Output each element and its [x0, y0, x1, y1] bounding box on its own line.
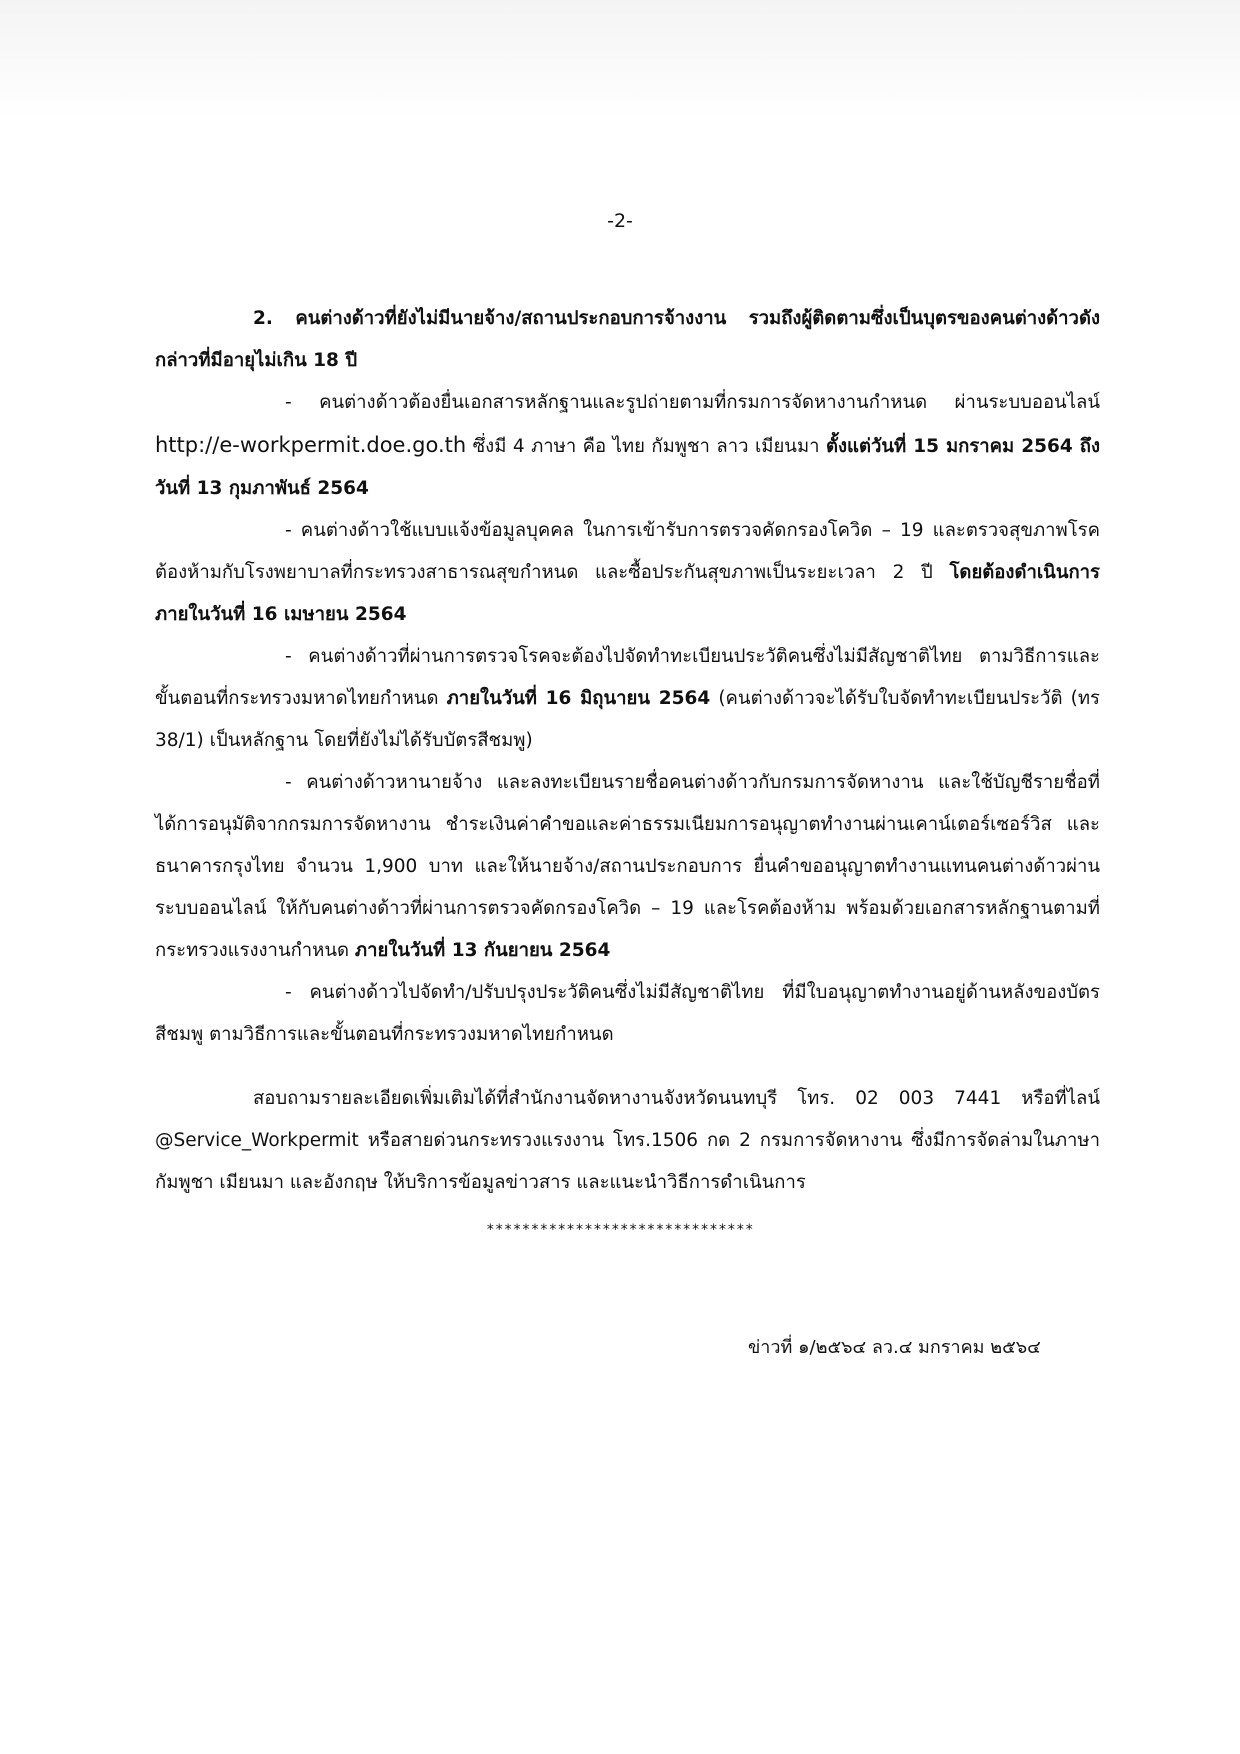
item-online-submission	[155, 382, 1100, 510]
item1-deadline: ตั้งแต่วันที่ 15 มกราคม 2564 ถึงวันที่ 13 กุมภาพันธ์ 2564	[155, 436, 1100, 499]
document-body	[155, 298, 1100, 1204]
item4-text: - คนต่างด้าวหานายจ้าง และลงทะเบียนรายชื่อคนต่างด้าวกับกรมการจัดหางาน และใช้บัญชีรายชื่อที่ได้การอนุมัติจากกรมการจัดหางาน ชำระเงินค่าคำขอและค่าธรรมเนียมการอนุญาตทำงานผ่านเคาน์เตอร์เซอร์วิส และธนาคารกรุงไทย จำนวน 1,900 บาท และให้นายจ้าง/สถานประกอบการ ยื่นคำขออนุญาตทำงานแทนคนต่างด้าวผ่านระบบออนไลน์ ให้กับคนต่างด้าวที่ผ่านการตรวจคัดกรองโควิด – 19 และโรคต้องห้าม พร้อมด้วยเอกสารหลักฐานตามที่กระทรวงแรงงานกำหนด	[155, 772, 1100, 961]
item-registration	[155, 636, 1100, 762]
separator-stars: ******************************	[486, 1222, 754, 1238]
scan-shadow	[0, 0, 1240, 120]
item3-text: - คนต่างด้าวที่ผ่านการตรวจโรคจะต้องไปจัดทำทะเบียนประวัติคนซึ่งไม่มีสัญชาติไทย ตามวิธีการและขั้นตอนที่กระทรวงมหาดไทยกำหนด	[155, 646, 1100, 709]
item3-deadline: ภายในวันที่ 16 มิถุนายน 2564	[446, 688, 711, 709]
page-number: -2-	[607, 210, 633, 232]
item5-text: - คนต่างด้าวไปจัดทำ/ปรับปรุงประวัติคนซึ่งไม่มีสัญชาติไทย ที่มีใบอนุญาตทำงานอยู่ด้านหลังของบัตรสีชมพู ตามวิธีการและขั้นตอนที่กระทรวงมหาดไทยกำหนด	[155, 982, 1100, 1045]
news-reference: ข่าวที่ ๑/๒๕๖๔ ลว.๔ มกราคม ๒๕๖๔	[748, 1337, 1041, 1358]
workpermit-url: http://e-workpermit.doe.go.th	[155, 433, 467, 457]
contact-info: สอบถามรายละเอียดเพิ่มเติมได้ที่สำนักงานจัดหางานจังหวัดนนทบุรี โทร. 02 003 7441 หรือที่ไลน์ @Service_Workpermit หรือสายด่วนกระทรวงแรงงาน โทร.1506 กด 2 กรมการจัดหางาน ซึ่งมีการจัดล่ามในภาษากัมพูชา เมียนมา และอังกฤษ ให้บริการข้อมูลข่าวสาร และแนะนำวิธีการดำเนินการ	[155, 1088, 1100, 1193]
item-health-check	[155, 510, 1100, 636]
section-heading: 2. คนต่างด้าวที่ยังไม่มีนายจ้าง/สถานประกอบการจ้างงาน รวมถึงผู้ติดตามซึ่งเป็นบุตรของคนต่างด้าวดังกล่าวที่มีอายุไม่เกิน 18 ปี	[155, 308, 1100, 371]
item1-text-2: ซึ่งมี 4 ภาษา คือ ไทย กัมพูชา ลาว เมียนมา	[466, 436, 826, 457]
item4-deadline: ภายในวันที่ 13 กันยายน 2564	[354, 940, 611, 961]
item-pink-card	[155, 972, 1100, 1056]
item3-text-2: (คนต่างด้าวจะได้รับใบจัดทำทะเบียนประวัติ (ทร 38/1) เป็นหลักฐาน โดยที่ยังไม่ได้รับบัตรสีชมพู)	[155, 688, 1100, 751]
item2-deadline: โดยต้องดำเนินการภายในวันที่ 16 เมษายน 2564	[155, 562, 1100, 625]
item1-text: - คนต่างด้าวต้องยื่นเอกสารหลักฐานและรูปถ่ายตามที่กรมการจัดหางานกำหนด ผ่านระบบออนไลน์	[285, 392, 1100, 413]
item2-text: - คนต่างด้าวใช้แบบแจ้งข้อมูลบุคคล ในการเข้ารับการตรวจคัดกรองโควิด – 19 และตรวจสุขภาพโรคต้องห้ามกับโรงพยาบาลที่กระทรวงสาธารณสุขกำหนด และซื้อประกันสุขภาพเป็นระยะเวลา 2 ปี	[155, 520, 1100, 583]
item-employer-registration	[155, 762, 1100, 972]
